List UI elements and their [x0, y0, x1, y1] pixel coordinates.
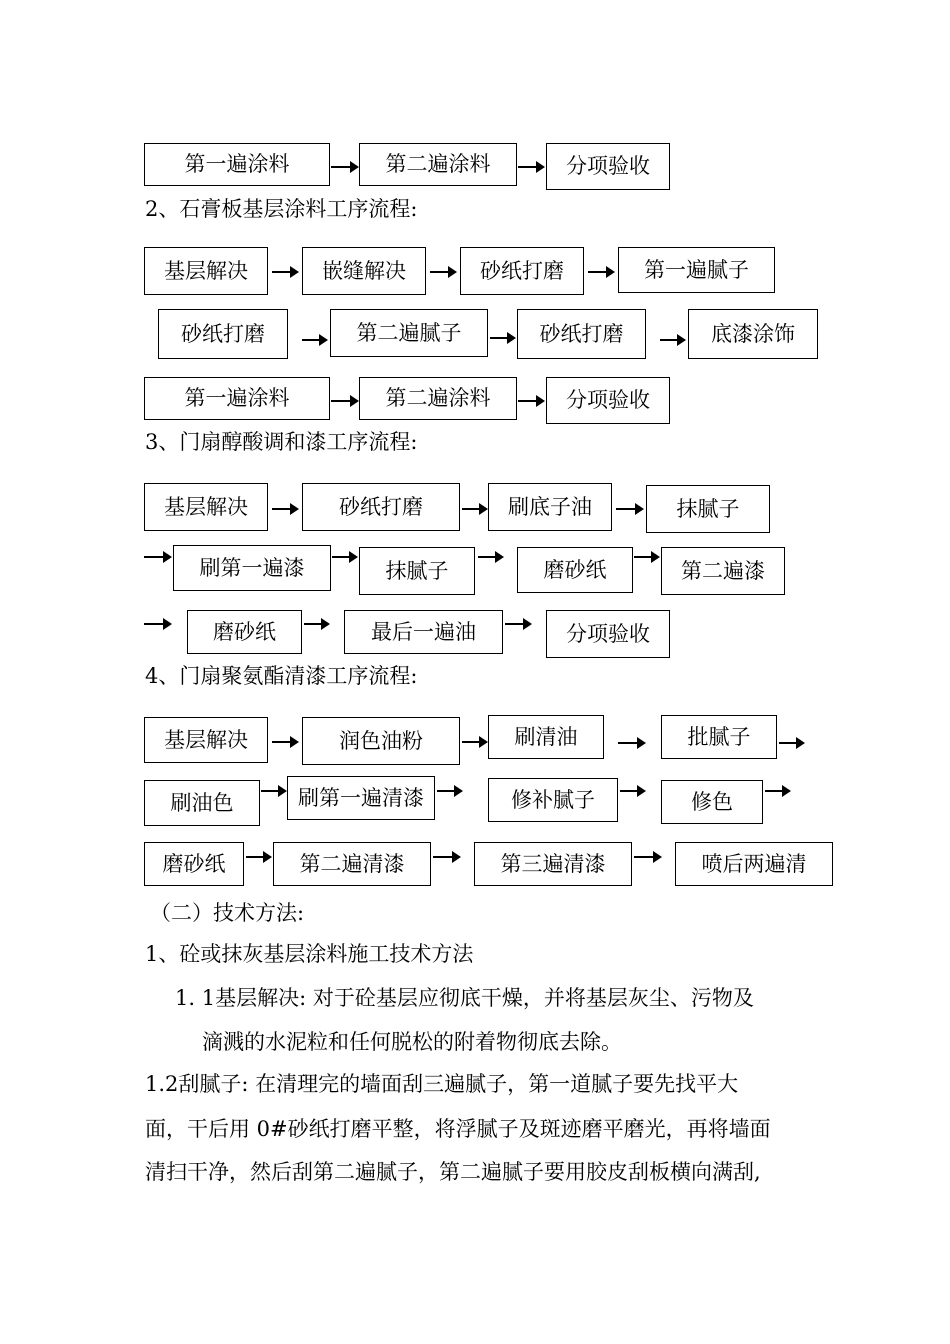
arrow-icon	[302, 339, 326, 341]
arrow-icon	[505, 623, 530, 625]
flow-step: 磨砂纸	[144, 842, 244, 886]
arrow-icon	[433, 856, 459, 858]
paragraph-line: 滴溅的水泥粒和任何脱松的附着物彻底去除。	[202, 1030, 622, 1054]
arrow-icon	[331, 400, 357, 402]
flow-step: 修色	[661, 780, 763, 824]
arrow-icon	[616, 508, 642, 510]
arrow-icon	[272, 271, 297, 273]
flow-step: 分项验收	[546, 143, 670, 190]
flow-step: 第二遍清漆	[273, 842, 431, 886]
flow-step: 润色油粉	[302, 717, 460, 765]
heading-gypsum-flow: 2、石膏板基层涂料工序流程:	[145, 197, 418, 221]
arrow-icon	[261, 790, 285, 792]
arrow-icon	[518, 166, 543, 168]
flow-step: 刷油色	[144, 780, 260, 826]
flow-step: 第一遍涂料	[144, 377, 330, 420]
arrow-icon	[437, 790, 461, 792]
arrow-icon	[462, 741, 486, 743]
flow-step: 第二遍腻子	[330, 309, 488, 357]
paragraph-line: 1. 1基层解决: 对于砼基层应彻底干燥，并将基层灰尘、污物及	[175, 986, 754, 1010]
arrow-icon	[430, 271, 455, 273]
flow-step: 刷第一遍漆	[173, 545, 331, 591]
flow-step: 抹腻子	[359, 547, 475, 595]
flow-step: 最后一遍油	[344, 610, 503, 654]
flow-step: 砂纸打磨	[302, 483, 460, 531]
arrow-icon	[272, 508, 297, 510]
paragraph-line: 面，干后用 0#砂纸打磨平整，将浮腻子及斑迹磨平磨光，再将墙面	[145, 1117, 771, 1141]
arrow-icon	[144, 623, 170, 625]
arrow-icon	[246, 856, 270, 858]
arrow-icon	[332, 556, 356, 558]
flow-step: 嵌缝解决	[302, 247, 426, 295]
arrow-icon	[478, 556, 502, 558]
flow-step: 磨砂纸	[517, 547, 633, 593]
flow-step: 第二遍漆	[661, 547, 785, 595]
flow-step: 批腻子	[661, 715, 777, 759]
arrow-icon	[462, 508, 486, 510]
arrow-icon	[304, 623, 328, 625]
arrow-icon	[620, 790, 644, 792]
flow-step: 基层解决	[144, 717, 268, 763]
flow-step: 砂纸打磨	[517, 309, 646, 359]
flow-step: 刷底子油	[488, 483, 612, 531]
flow-step: 第二遍涂料	[359, 143, 517, 186]
flow-step: 第一遍腻子	[618, 247, 775, 293]
flow-step: 刷第一遍清漆	[287, 776, 435, 820]
arrow-icon	[660, 339, 684, 341]
arrow-icon	[779, 742, 803, 744]
flow-step: 分项验收	[546, 610, 670, 658]
flow-step: 磨砂纸	[187, 610, 302, 654]
flow-step: 喷后两遍清	[675, 842, 833, 886]
flow-step: 砂纸打磨	[158, 309, 288, 359]
section-heading: （二）技术方法:	[150, 901, 305, 925]
flow-step: 基层解决	[144, 247, 268, 295]
flow-step: 第一遍涂料	[144, 143, 330, 186]
flow-step: 抹腻子	[646, 485, 770, 533]
paragraph-line: 1.2刮腻子: 在清理完的墙面刮三遍腻子，第一道腻子要先找平大	[145, 1072, 739, 1096]
flow-step: 基层解决	[144, 483, 268, 531]
arrow-icon	[588, 271, 613, 273]
arrow-icon	[618, 742, 644, 744]
arrow-icon	[518, 400, 543, 402]
arrow-icon	[634, 856, 660, 858]
arrow-icon	[331, 166, 357, 168]
heading-polyurethane-flow: 4、门扇聚氨酯清漆工序流程:	[145, 664, 418, 688]
flow-step: 刷清油	[488, 715, 604, 759]
flow-step: 修补腻子	[488, 778, 618, 822]
flow-step: 第三遍清漆	[474, 842, 632, 886]
flow-step: 底漆涂饰	[688, 309, 818, 359]
flow-step: 第二遍涂料	[359, 377, 517, 420]
paragraph-line: 清扫干净，然后刮第二遍腻子，第二遍腻子要用胶皮刮板横向满刮,	[145, 1160, 761, 1184]
arrow-icon	[272, 741, 297, 743]
arrow-icon	[765, 790, 789, 792]
arrow-icon	[144, 556, 170, 558]
arrow-icon	[634, 556, 658, 558]
arrow-icon	[490, 337, 514, 339]
flow-step: 砂纸打磨	[460, 247, 584, 295]
heading-alkyd-flow: 3、门扇醇酸调和漆工序流程:	[145, 430, 418, 454]
flow-step: 分项验收	[546, 377, 670, 424]
subsection-heading: 1、砼或抹灰基层涂料施工技术方法	[145, 942, 474, 966]
